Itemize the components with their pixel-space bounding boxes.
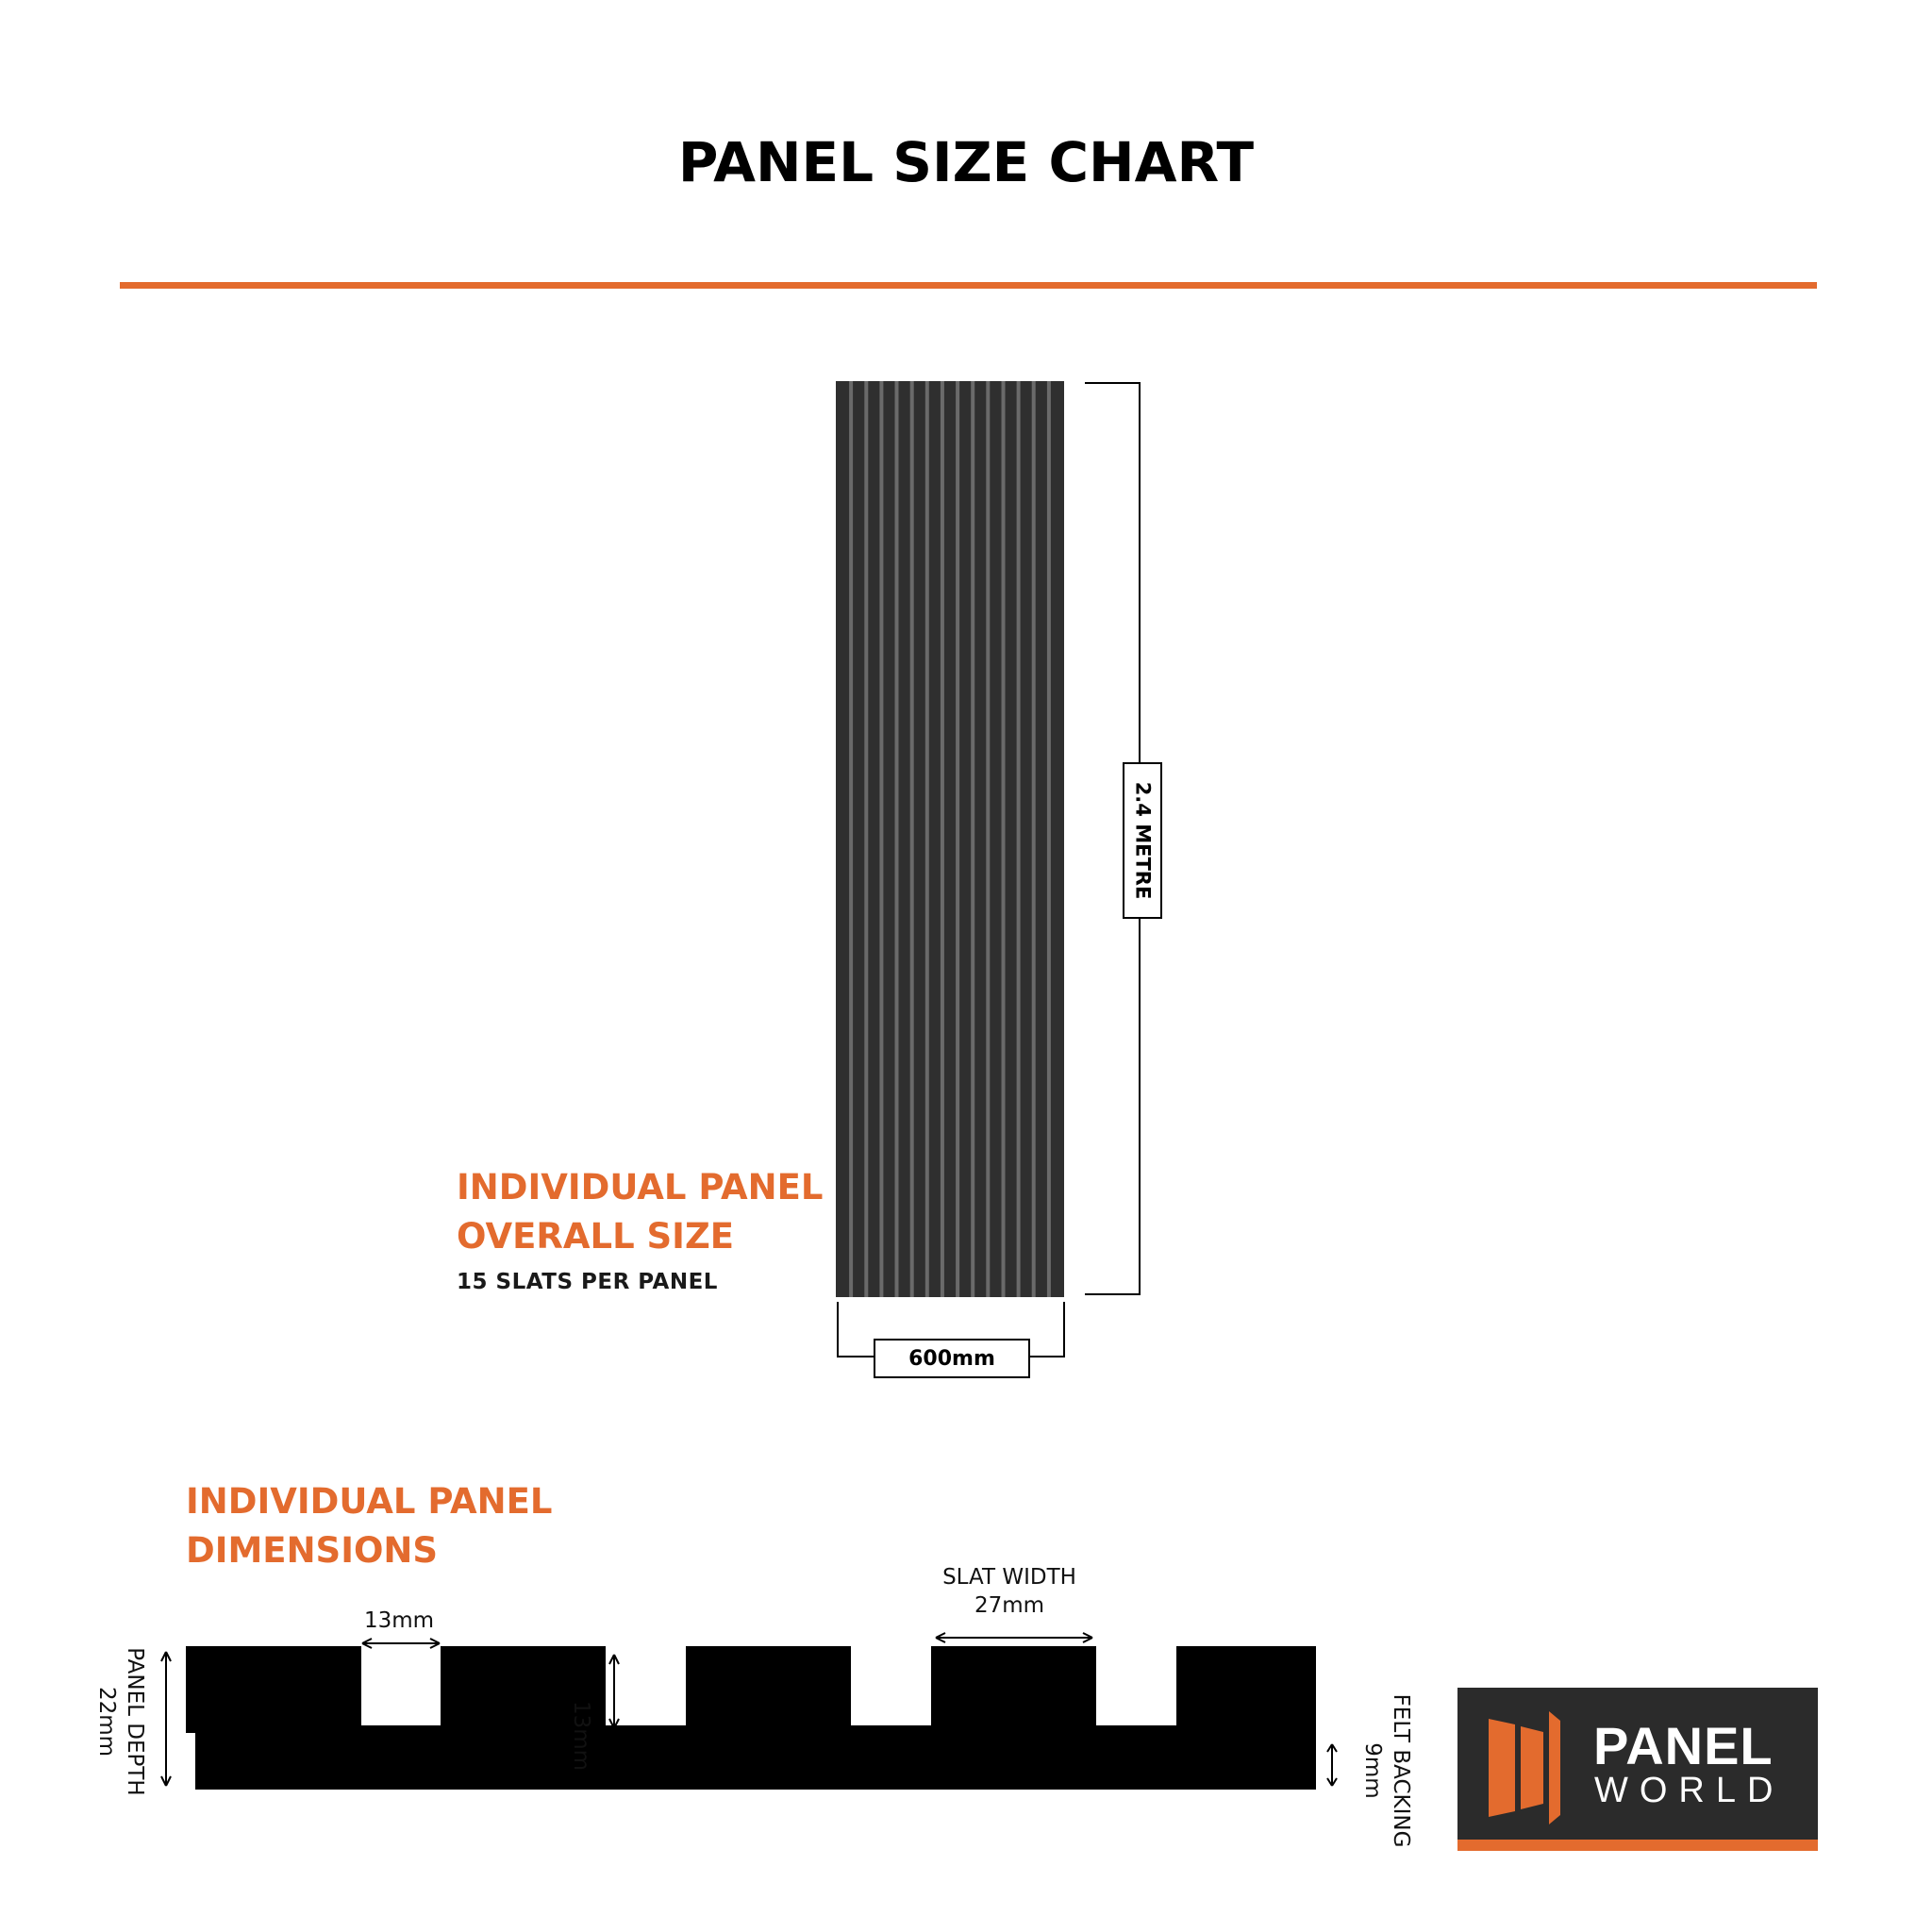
logo-text-world: WORLD [1594,1771,1785,1810]
gap-width-label: 13mm [363,1608,435,1633]
slat-width-arrow [932,1630,1096,1645]
dimensions-heading-line1: INDIVIDUAL PANEL [186,1481,553,1522]
panel-depth-line1: PANEL DEPTH [123,1647,147,1796]
slat-groove [895,381,899,1297]
logo-accent-bar [1457,1840,1818,1851]
overall-heading-line1: INDIVIDUAL PANEL [457,1167,824,1208]
height-label-box [1123,762,1162,919]
felt-backing-line1: FELT BACKING [1389,1693,1413,1848]
felt-backing-line2: 9mm [1360,1742,1385,1799]
slat-groove [971,381,974,1297]
slat-groove [941,381,944,1297]
slat-groove [864,381,868,1297]
groove-depth-label [567,1689,595,1783]
title-divider [120,282,1817,289]
slat-width-label [915,1563,1104,1620]
slat-groove [1047,381,1051,1297]
profile-shape [186,1646,1316,1790]
overall-heading [457,1163,824,1261]
slat-count-text: 15 SLATS PER PANEL [457,1270,718,1294]
gap-width-arrow [358,1636,443,1651]
slat-groove [849,381,853,1297]
panel-body [836,381,1064,1297]
slat-groove [1017,381,1021,1297]
slat-groove [986,381,990,1297]
panel-profile-cross-section [179,1646,1340,1797]
height-label: 2.4 METRE [1131,781,1155,900]
slat-width-label-line2: 27mm [974,1593,1045,1618]
groove-depth-text: 13mm [569,1700,593,1772]
panel-depth-label [92,1641,149,1802]
slat-width-label-line1: SLAT WIDTH [942,1565,1076,1590]
panel-depth-arrow [158,1648,174,1790]
overall-heading-line2: OVERALL SIZE [457,1216,735,1257]
felt-backing-arrow [1324,1740,1340,1790]
panel-world-logo-icon [1489,1707,1574,1828]
slat-groove [925,381,929,1297]
groove-depth-arrow [607,1651,622,1732]
width-label-box [874,1339,1030,1378]
panel-illustration [836,381,1064,1297]
slat-groove [910,381,914,1297]
felt-backing-label [1358,1681,1415,1860]
dimensions-heading-line2: DIMENSIONS [186,1530,439,1571]
slat-groove [1002,381,1006,1297]
slat-groove [956,381,959,1297]
slat-groove [1032,381,1036,1297]
page-title: PANEL SIZE CHART [677,130,1255,194]
panel-depth-line2: 22mm [94,1686,119,1757]
width-label: 600mm [908,1346,995,1371]
dimensions-heading [186,1477,553,1575]
slat-groove [879,381,883,1297]
logo-text-panel: PANEL [1593,1716,1774,1775]
